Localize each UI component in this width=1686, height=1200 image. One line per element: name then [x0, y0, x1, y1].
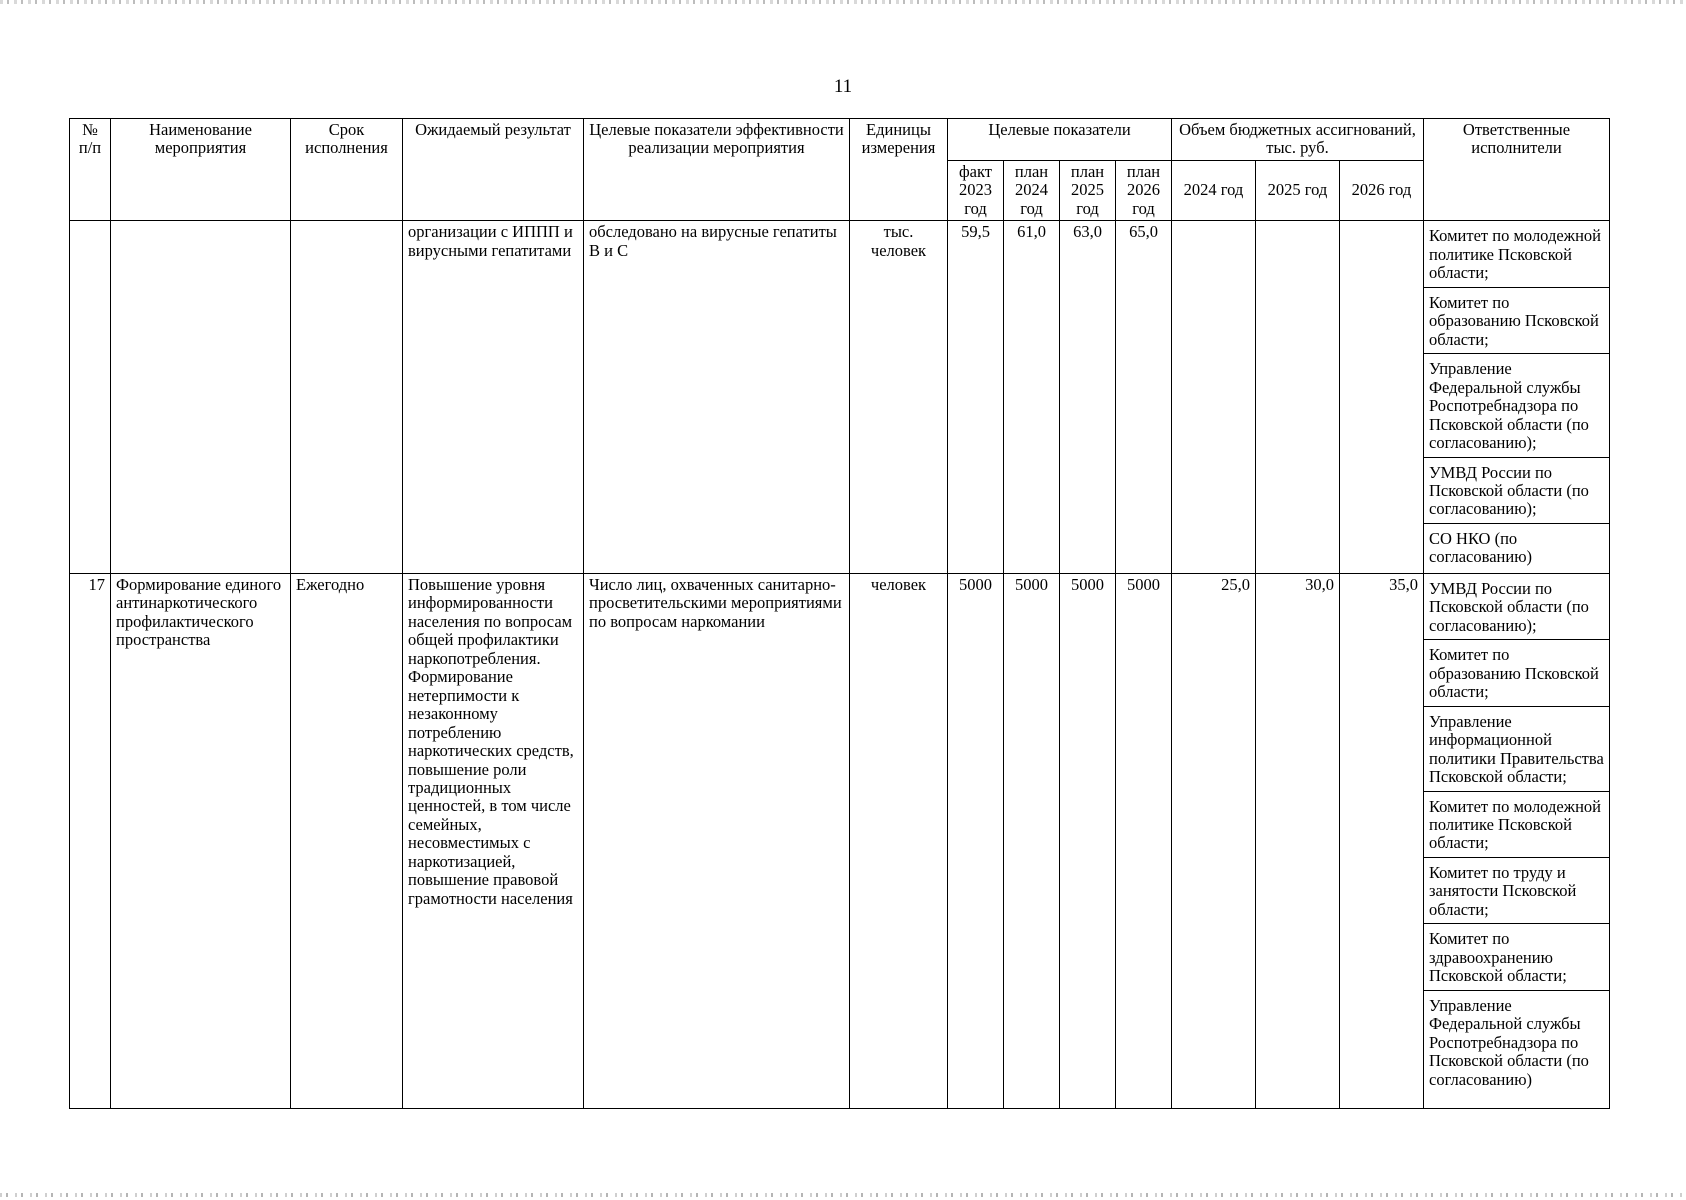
responsible-item: Управление Федеральной службы Роспотребнадзора по Псковской области (по согласованию)	[1429, 995, 1589, 1089]
row-result: организации с ИППП и вирусными гепатитами	[403, 221, 584, 574]
row-budget-2026	[1340, 221, 1424, 574]
table-row	[70, 573, 1610, 1108]
row-result: Повышение уровня информированности населения по вопросам общей профилактики наркопотребления. Формирование нетерпимости к незаконному потреблению наркотических средств, повышение роли традиционных ценностей, в том числе семейных, несовместимых с наркотизацией, повышение правовой грамотности населения	[403, 573, 584, 1108]
table-header	[70, 119, 1610, 221]
responsible-item: Комитет по образованию Псковской области;	[1424, 640, 1609, 706]
row-indicator: Число лиц, охваченных санитарно-просветительскими мероприятиями по вопросам наркомании	[584, 573, 850, 1108]
responsible-item: УМВД России по Псковской области (по согласованию);	[1424, 576, 1609, 640]
header-target-2025: план 2025 год	[1060, 160, 1116, 220]
row-target-2025: 5000	[1060, 573, 1116, 1108]
row-budget-2024	[1172, 221, 1256, 574]
row-responsible	[1424, 221, 1610, 574]
row-num	[70, 221, 111, 574]
row-target-2023: 59,5	[948, 221, 1004, 574]
program-table	[69, 118, 1610, 1109]
header-targets-group: Целевые показатели	[948, 119, 1172, 161]
row-name: Формирование единого антинаркотического профилактического пространства	[111, 573, 291, 1108]
header-units: Единицы измерения	[850, 119, 948, 221]
header-num: № п/п	[70, 119, 111, 221]
header-target-2024: план 2024 год	[1004, 160, 1060, 220]
row-budget-2025: 30,0	[1256, 573, 1340, 1108]
responsible-item: Управление информационной политики Правительства Псковской области;	[1424, 707, 1609, 792]
row-units: тыс. человек	[850, 221, 948, 574]
table-row	[70, 221, 1610, 574]
header-budget-2026: 2026 год	[1340, 160, 1424, 220]
responsible-item: Комитет по молодежной политике Псковской области;	[1424, 223, 1609, 287]
header-budget-2025: 2025 год	[1256, 160, 1340, 220]
page-number: 11	[833, 76, 853, 97]
scan-edge-bottom	[0, 1193, 1686, 1197]
row-target-2024: 61,0	[1004, 221, 1060, 574]
row-target-2026: 5000	[1116, 573, 1172, 1108]
row-deadline	[291, 221, 403, 574]
row-budget-2026: 35,0	[1340, 573, 1424, 1108]
header-indicator: Целевые показатели эффективности реализации мероприятия	[584, 119, 850, 221]
row-target-2023: 5000	[948, 573, 1004, 1108]
responsible-item: Комитет по молодежной политике Псковской области;	[1424, 792, 1609, 858]
row-deadline: Ежегодно	[291, 573, 403, 1108]
responsible-item: Комитет по здравоохранению Псковской области;	[1424, 924, 1609, 990]
row-budget-2024: 25,0	[1172, 573, 1256, 1108]
responsible-item: СО НКО (по согласованию)	[1429, 528, 1533, 567]
responsible-item: Управление Федеральной службы Роспотребнадзора по Псковской области (по согласованию);	[1424, 354, 1609, 457]
responsible-item: Комитет по образованию Псковской области;	[1424, 288, 1609, 354]
row-budget-2025	[1256, 221, 1340, 574]
row-responsible	[1424, 573, 1610, 1108]
header-target-2026: план 2026 год	[1116, 160, 1172, 220]
row-target-2025: 63,0	[1060, 221, 1116, 574]
header-result: Ожидаемый результат	[403, 119, 584, 221]
row-units: человек	[850, 573, 948, 1108]
scan-edge-top	[0, 0, 1686, 4]
header-deadline: Срок исполнения	[291, 119, 403, 221]
responsible-item: УМВД России по Псковской области (по согласованию);	[1424, 458, 1609, 524]
header-name: Наименование мероприятия	[111, 119, 291, 221]
header-budget-group: Объем бюджетных ассигнований, тыс. руб.	[1172, 119, 1424, 161]
row-indicator: обследовано на вирусные гепатиты В и С	[584, 221, 850, 574]
header-target-2023: факт 2023 год	[948, 160, 1004, 220]
row-name	[111, 221, 291, 574]
header-budget-2024: 2024 год	[1172, 160, 1256, 220]
header-responsible: Ответственные исполнители	[1424, 119, 1610, 221]
row-target-2026: 65,0	[1116, 221, 1172, 574]
row-num: 17	[70, 573, 111, 1108]
row-target-2024: 5000	[1004, 573, 1060, 1108]
responsible-item: Комитет по труду и занятости Псковской области;	[1424, 858, 1609, 924]
